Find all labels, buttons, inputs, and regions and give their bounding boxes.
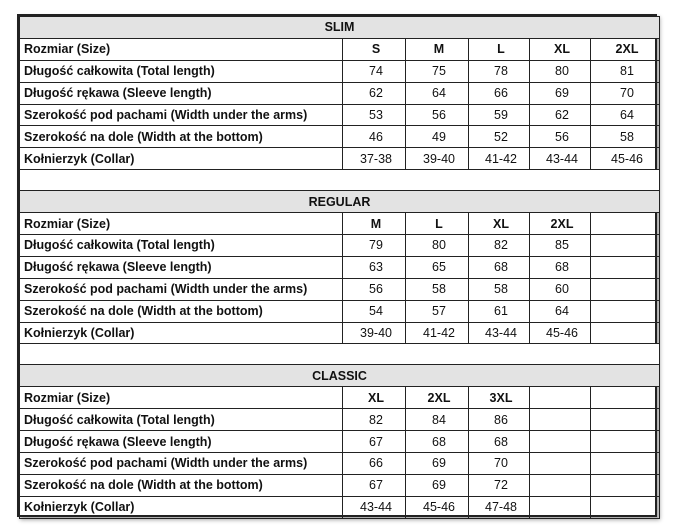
measurement-value: 70 bbox=[591, 82, 660, 104]
size-chart bbox=[17, 14, 657, 517]
measurement-value bbox=[530, 453, 591, 475]
measurement-label: Szerokość pod pachami (Width under the arms) bbox=[20, 104, 343, 126]
measurement-value: 59 bbox=[469, 104, 530, 126]
section-header bbox=[20, 191, 660, 213]
measurement-value bbox=[591, 453, 660, 475]
table-row bbox=[20, 431, 660, 453]
measurement-value bbox=[591, 278, 660, 300]
measurement-value: 43-44 bbox=[343, 496, 406, 518]
measurement-value bbox=[591, 322, 660, 344]
measurement-value: 58 bbox=[406, 278, 469, 300]
size-label: Rozmiar (Size) bbox=[20, 213, 343, 235]
measurement-label: Szerokość pod pachami (Width under the arms) bbox=[20, 453, 343, 475]
size-cell: 2XL bbox=[530, 213, 591, 235]
measurement-value bbox=[591, 474, 660, 496]
measurement-value: 37-38 bbox=[343, 148, 406, 170]
measurement-value bbox=[530, 409, 591, 431]
measurement-value: 61 bbox=[469, 300, 530, 322]
table-row bbox=[20, 474, 660, 496]
measurement-value: 49 bbox=[406, 126, 469, 148]
measurement-value bbox=[591, 431, 660, 453]
measurement-value: 68 bbox=[469, 256, 530, 278]
measurement-value bbox=[591, 235, 660, 257]
section-title: REGULAR bbox=[20, 191, 660, 213]
measurement-label: Długość rękawa (Sleeve length) bbox=[20, 431, 343, 453]
size-cell: 3XL bbox=[469, 387, 530, 409]
measurement-label: Długość całkowita (Total length) bbox=[20, 409, 343, 431]
measurement-value: 52 bbox=[469, 126, 530, 148]
measurement-value: 67 bbox=[343, 431, 406, 453]
measurement-value: 41-42 bbox=[469, 148, 530, 170]
measurement-value: 57 bbox=[406, 300, 469, 322]
measurement-value bbox=[530, 474, 591, 496]
table-row bbox=[20, 60, 660, 82]
measurement-label: Szerokość na dole (Width at the bottom) bbox=[20, 126, 343, 148]
measurement-value bbox=[530, 431, 591, 453]
measurement-value: 84 bbox=[406, 409, 469, 431]
table-row bbox=[20, 453, 660, 475]
measurement-value: 60 bbox=[530, 278, 591, 300]
size-cell: S bbox=[343, 38, 406, 60]
table-row bbox=[20, 126, 660, 148]
measurement-value: 56 bbox=[406, 104, 469, 126]
table-row bbox=[20, 409, 660, 431]
measurement-value: 62 bbox=[343, 82, 406, 104]
size-header-row bbox=[20, 38, 660, 60]
section-spacer bbox=[20, 344, 660, 365]
measurement-value: 78 bbox=[469, 60, 530, 82]
size-cell bbox=[530, 387, 591, 409]
size-cell: XL bbox=[343, 387, 406, 409]
size-chart-table bbox=[19, 16, 660, 519]
table-row bbox=[20, 235, 660, 257]
measurement-value: 68 bbox=[530, 256, 591, 278]
measurement-label: Kołnierzyk (Collar) bbox=[20, 148, 343, 170]
measurement-value: 69 bbox=[406, 474, 469, 496]
measurement-value: 68 bbox=[469, 431, 530, 453]
table-row bbox=[20, 322, 660, 344]
size-cell bbox=[591, 213, 660, 235]
measurement-value: 64 bbox=[530, 300, 591, 322]
size-header-row bbox=[20, 387, 660, 409]
measurement-label: Długość rękawa (Sleeve length) bbox=[20, 82, 343, 104]
measurement-value: 66 bbox=[343, 453, 406, 475]
size-cell bbox=[591, 387, 660, 409]
measurement-label: Długość całkowita (Total length) bbox=[20, 235, 343, 257]
size-cell: XL bbox=[530, 38, 591, 60]
measurement-value: 86 bbox=[469, 409, 530, 431]
spacer-cell bbox=[20, 344, 660, 365]
measurement-label: Długość całkowita (Total length) bbox=[20, 60, 343, 82]
measurement-value bbox=[591, 300, 660, 322]
table-row bbox=[20, 256, 660, 278]
measurement-value bbox=[591, 496, 660, 518]
section-header bbox=[20, 365, 660, 387]
size-header-row bbox=[20, 213, 660, 235]
spacer-cell bbox=[20, 170, 660, 191]
measurement-label: Szerokość na dole (Width at the bottom) bbox=[20, 300, 343, 322]
measurement-value: 45-46 bbox=[530, 322, 591, 344]
measurement-value: 82 bbox=[469, 235, 530, 257]
measurement-value: 81 bbox=[591, 60, 660, 82]
table-row bbox=[20, 82, 660, 104]
measurement-value: 47-48 bbox=[469, 496, 530, 518]
size-cell: 2XL bbox=[591, 38, 660, 60]
measurement-value: 58 bbox=[591, 126, 660, 148]
measurement-value: 56 bbox=[530, 126, 591, 148]
size-label: Rozmiar (Size) bbox=[20, 38, 343, 60]
section-title: CLASSIC bbox=[20, 365, 660, 387]
size-cell: M bbox=[343, 213, 406, 235]
measurement-value: 62 bbox=[530, 104, 591, 126]
measurement-value: 39-40 bbox=[406, 148, 469, 170]
measurement-value: 54 bbox=[343, 300, 406, 322]
measurement-label: Długość rękawa (Sleeve length) bbox=[20, 256, 343, 278]
measurement-value: 45-46 bbox=[406, 496, 469, 518]
measurement-value: 82 bbox=[343, 409, 406, 431]
size-cell: XL bbox=[469, 213, 530, 235]
measurement-value: 43-44 bbox=[530, 148, 591, 170]
measurement-value bbox=[591, 256, 660, 278]
measurement-value: 66 bbox=[469, 82, 530, 104]
table-row bbox=[20, 278, 660, 300]
measurement-value: 56 bbox=[343, 278, 406, 300]
measurement-value: 68 bbox=[406, 431, 469, 453]
measurement-value: 64 bbox=[406, 82, 469, 104]
measurement-value bbox=[530, 496, 591, 518]
measurement-value: 39-40 bbox=[343, 322, 406, 344]
measurement-value: 74 bbox=[343, 60, 406, 82]
measurement-label: Kołnierzyk (Collar) bbox=[20, 496, 343, 518]
size-cell: L bbox=[406, 213, 469, 235]
size-label: Rozmiar (Size) bbox=[20, 387, 343, 409]
measurement-value bbox=[591, 409, 660, 431]
size-cell: 2XL bbox=[406, 387, 469, 409]
measurement-value: 80 bbox=[530, 60, 591, 82]
measurement-value: 64 bbox=[591, 104, 660, 126]
section-spacer bbox=[20, 170, 660, 191]
size-cell: M bbox=[406, 38, 469, 60]
measurement-value: 53 bbox=[343, 104, 406, 126]
measurement-value: 75 bbox=[406, 60, 469, 82]
table-row bbox=[20, 496, 660, 518]
table-row bbox=[20, 104, 660, 126]
table-row bbox=[20, 148, 660, 170]
section-title: SLIM bbox=[20, 17, 660, 39]
measurement-value: 65 bbox=[406, 256, 469, 278]
measurement-value: 70 bbox=[469, 453, 530, 475]
measurement-value: 79 bbox=[343, 235, 406, 257]
measurement-value: 46 bbox=[343, 126, 406, 148]
table-row bbox=[20, 300, 660, 322]
measurement-value: 67 bbox=[343, 474, 406, 496]
measurement-value: 58 bbox=[469, 278, 530, 300]
measurement-value: 69 bbox=[406, 453, 469, 475]
measurement-value: 69 bbox=[530, 82, 591, 104]
size-cell: L bbox=[469, 38, 530, 60]
measurement-value: 41-42 bbox=[406, 322, 469, 344]
measurement-value: 63 bbox=[343, 256, 406, 278]
measurement-label: Szerokość pod pachami (Width under the arms) bbox=[20, 278, 343, 300]
measurement-value: 85 bbox=[530, 235, 591, 257]
section-header bbox=[20, 17, 660, 39]
measurement-label: Kołnierzyk (Collar) bbox=[20, 322, 343, 344]
measurement-value: 80 bbox=[406, 235, 469, 257]
measurement-value: 45-46 bbox=[591, 148, 660, 170]
measurement-value: 72 bbox=[469, 474, 530, 496]
measurement-value: 43-44 bbox=[469, 322, 530, 344]
measurement-label: Szerokość na dole (Width at the bottom) bbox=[20, 474, 343, 496]
